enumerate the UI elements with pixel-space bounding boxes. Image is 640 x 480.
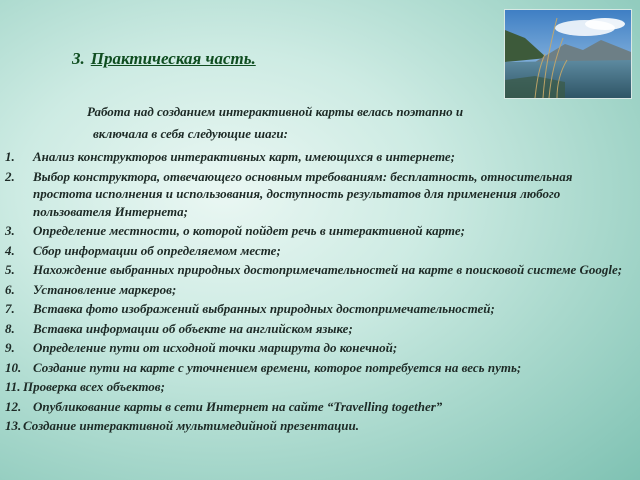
list-item-number: 9. bbox=[5, 340, 15, 355]
list-item-number: 2. bbox=[5, 168, 15, 184]
list-item bbox=[5, 281, 625, 299]
list-item bbox=[5, 398, 625, 416]
intro-line-1: Работа над созданием интерактивной карты велась поэтапно и bbox=[87, 104, 464, 119]
list-item-text: Нахождение выбранных природных достопримечательностей на карте в поисковой системе Google; bbox=[33, 262, 623, 277]
list-item-number: 13. bbox=[5, 418, 22, 433]
list-item-number: 6. bbox=[5, 281, 15, 297]
list-item bbox=[5, 222, 625, 240]
list-item-text: Сбор информации об определяемом месте; bbox=[33, 242, 281, 258]
section-title-text: Практическая часть. bbox=[90, 49, 256, 68]
list-item-number: 10. bbox=[5, 359, 22, 375]
list-item bbox=[5, 300, 625, 318]
list-item bbox=[5, 148, 625, 166]
list-item-text: Определение местности, о которой пойдет речь в интерактивной карте; bbox=[33, 223, 465, 238]
list-item-text: Определение пути от исходной точки маршрута до конечной; bbox=[33, 340, 398, 355]
list-item-number: 8. bbox=[5, 320, 15, 336]
list-item-text: Выбор конструктора, отвечающего основным требованиям: бесплатность, относительная простота исполнения и использования, доступность результатов для применения любого пользователя Интернета; bbox=[33, 168, 573, 219]
steps-list bbox=[5, 148, 625, 437]
intro-line-2: включала в себя следующие шаги: bbox=[93, 126, 288, 141]
list-item-text: Установление маркеров; bbox=[33, 281, 177, 297]
list-item-number: 12. bbox=[5, 398, 22, 414]
list-item-text: Анализ конструкторов интерактивных карт, имеющихся в интернете; bbox=[33, 149, 455, 164]
list-item-text: Проверка всех объектов; bbox=[23, 379, 165, 394]
list-item-text: Опубликование карты в сети Интернет на сайте “Travelling together” bbox=[33, 398, 443, 414]
section-number: 3. bbox=[72, 49, 85, 68]
list-item bbox=[5, 261, 625, 279]
list-item bbox=[5, 359, 625, 377]
list-item bbox=[5, 168, 625, 221]
list-item bbox=[5, 339, 625, 357]
list-item-number: 4. bbox=[5, 242, 15, 258]
list-item-number: 11. bbox=[5, 379, 21, 394]
list-item-number: 3. bbox=[5, 223, 15, 238]
lake-mountain-photo bbox=[504, 9, 632, 99]
list-item bbox=[5, 320, 625, 338]
list-item bbox=[5, 242, 625, 260]
list-item-text: Создание интерактивной мультимедийной презентации. bbox=[23, 418, 360, 433]
list-item-text: Создание пути на карте с уточнением времени, которое потребуется на весь путь; bbox=[33, 359, 522, 375]
list-item bbox=[5, 378, 625, 396]
list-item-number: 1. bbox=[5, 149, 15, 164]
list-item bbox=[5, 417, 625, 435]
section-title bbox=[72, 49, 256, 69]
list-item-number: 7. bbox=[5, 301, 15, 316]
list-item-text: Вставка информации об объекте на английском языке; bbox=[33, 320, 353, 336]
list-item-number: 5. bbox=[5, 262, 15, 277]
list-item-text: Вставка фото изображений выбранных природных достопримечательностей; bbox=[33, 301, 495, 316]
